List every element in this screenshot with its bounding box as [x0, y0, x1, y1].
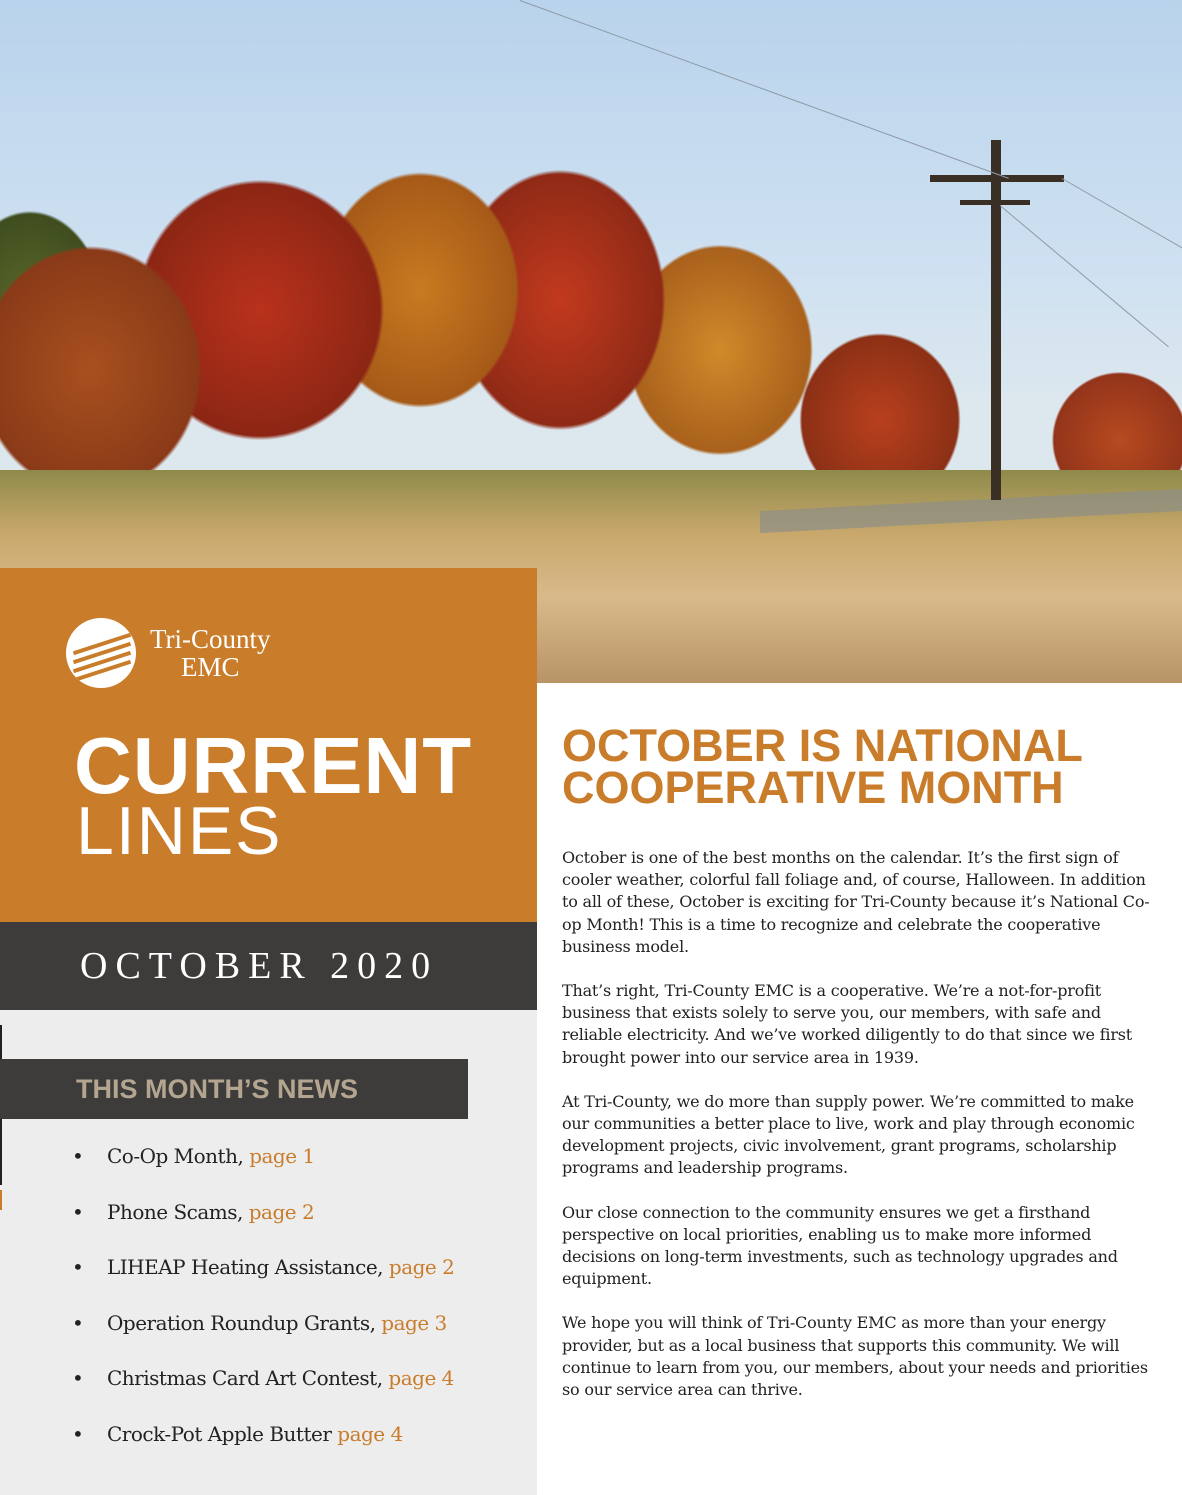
edge-mark [0, 1190, 2, 1210]
masthead [0, 568, 537, 922]
newsletter-title-bold: CURRENT [74, 721, 473, 810]
news-item: • Crock-Pot Apple Butter page 4 [72, 1421, 403, 1446]
news-item-label: LIHEAP Heating Assistance, [107, 1255, 384, 1279]
news-item-label: Co-Op Month, [107, 1144, 244, 1168]
article-heading-line2: COOPERATIVE MONTH [562, 762, 1064, 813]
news-list [72, 1142, 454, 1475]
page-link[interactable]: page 3 [381, 1310, 447, 1335]
article-body [562, 847, 1152, 1423]
news-sidebar [0, 1010, 537, 1495]
news-item: • Christmas Card Art Contest, page 4 [72, 1366, 454, 1390]
article-paragraph: We hope you will think of Tri-County EMC as more than your energy provider, but as a local business that supports this community. We will continue to learn from you, our members, about your needs and priorities so our service area can thrive. [562, 1313, 1148, 1400]
article-paragraph: October is one of the best months on the calendar. It’s the first sign of cooler weather, colorful fall foliage and, of course, Halloween. In addition to all of these, October is exciting for Tri-County because it’s National Co-op Month! This is a time to recognize and celebrate the cooperative business model. [562, 848, 1150, 956]
article-paragraph: At Tri-County, we do more than supply power. We’re committed to make our communities a better place to live, work and play through economic development projects, civic involvement, grant programs, scholarship programs and leadership programs. [562, 1091, 1135, 1178]
news-item-label: Operation Roundup Grants, [107, 1310, 376, 1335]
article-paragraph: That’s right, Tri-County EMC is a cooperative. We’re a not-for-profit business that exists solely to serve you, our members, with safe and reliable electricity. And we’ve worked diligently to do that since we first brought power into our service area in 1939. [562, 981, 1133, 1067]
logo-name-line2: EMC [181, 652, 240, 682]
news-item-label: Phone Scams, [107, 1199, 243, 1224]
page-link[interactable]: page 2 [248, 1199, 315, 1224]
news-item: • Phone Scams, page 2 [72, 1199, 315, 1224]
news-item-label: Christmas Card Art Contest, [107, 1366, 383, 1390]
page-link[interactable]: page 4 [337, 1421, 403, 1446]
article-heading-line1: OCTOBER IS NATIONAL [562, 720, 1083, 771]
page-link[interactable]: page 1 [249, 1144, 315, 1168]
news-item: • Operation Roundup Grants, page 3 [72, 1310, 447, 1335]
logo-name-line1: Tri-County [150, 624, 271, 654]
autumn-trees [0, 110, 1182, 530]
news-item-label: Crock-Pot Apple Butter [107, 1421, 332, 1446]
news-item: • LIHEAP Heating Assistance, page 2 [72, 1255, 455, 1279]
utility-pole [991, 140, 1001, 500]
page-link[interactable]: page 2 [388, 1255, 455, 1279]
news-item: • Co-Op Month, page 1 [72, 1144, 315, 1168]
issue-date: OCTOBER 2020 [0, 922, 537, 1010]
pole-crossarm [930, 175, 1064, 182]
tri-county-emc-logo [66, 618, 271, 688]
article-heading [562, 720, 1162, 813]
article-paragraph: Our close connection to the community ensures we get a firsthand perspective on local priorities, enabling us to make more informed decisions on long-term investments, such as technology upgrades and equipment. [562, 1202, 1118, 1289]
logo-field-lightning-icon [66, 618, 136, 688]
news-heading: THIS MONTH’S NEWS [0, 1059, 468, 1119]
pole-crossarm-lower [960, 200, 1030, 205]
newsletter-title-light: LINES [76, 793, 283, 869]
page-link[interactable]: page 4 [388, 1366, 454, 1390]
